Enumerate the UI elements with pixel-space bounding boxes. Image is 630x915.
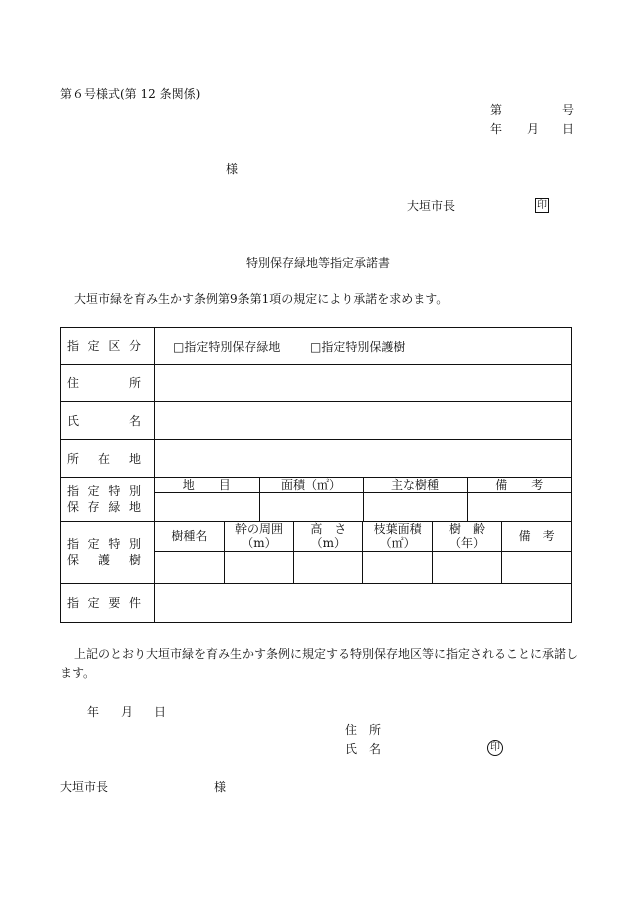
tree-header-height: 高 さ （m）: [294, 522, 363, 552]
issuer-title: 大垣市長: [407, 199, 456, 213]
requirements-field[interactable]: [155, 583, 572, 622]
row-address: [61, 365, 572, 402]
tree-header-age: 樹 齢 （年）: [432, 522, 501, 552]
greenspace-notes-cell[interactable]: [467, 493, 571, 521]
requirements-label: 指定要件: [67, 595, 141, 610]
greenspace-header-land: 地 目: [155, 478, 259, 493]
date-year: 年: [490, 122, 503, 136]
consent-date-month: 月: [121, 705, 134, 719]
doc-number-suffix: 号: [562, 103, 575, 117]
tree-header-species: 樹種名: [155, 522, 224, 552]
greenspace-header-species: 主な樹種: [363, 478, 467, 493]
greenspace-land-cell[interactable]: [155, 493, 259, 521]
address-label: 住所: [67, 376, 141, 390]
name-label: 氏名: [67, 413, 141, 428]
checkbox-greenspace[interactable]: □: [173, 339, 185, 354]
greenspace-subtable: [155, 478, 571, 521]
row-name: [61, 402, 572, 440]
form-number: 第６号様式(第 12 条関係): [60, 87, 201, 101]
greenspace-header-area: 面積（㎡）: [259, 478, 363, 493]
address-field[interactable]: [155, 365, 572, 402]
row-location: [61, 440, 572, 478]
name-field[interactable]: [155, 402, 572, 440]
tree-age-cell[interactable]: [432, 552, 501, 583]
tree-canopy-cell[interactable]: [363, 552, 432, 583]
tree-height-cell[interactable]: [294, 552, 363, 583]
consent-text-line1: 上記のとおり大垣市緑を育み生かす条例に規定する特別保存地区等に指定されることに承諾し: [74, 647, 579, 661]
greenspace-header-notes: 備 考: [467, 478, 571, 493]
designation-label: 指定区分: [67, 339, 141, 353]
consent-date-day: 日: [154, 705, 167, 719]
greenspace-species-cell[interactable]: [363, 493, 467, 521]
tree-girth-cell[interactable]: [224, 552, 293, 583]
row-tree: [61, 521, 572, 583]
addressee-honorific: 様: [226, 162, 239, 176]
greenspace-area-cell[interactable]: [259, 493, 363, 521]
date-month: 月: [527, 122, 540, 136]
row-requirements: [61, 583, 572, 622]
application-form-table: [60, 327, 572, 623]
applicant-address-label: 住 所: [345, 723, 382, 737]
tree-notes-cell[interactable]: [502, 552, 571, 583]
tree-header-notes: 備 考: [502, 522, 571, 552]
tree-header-girth: 幹の周囲 （m）: [224, 522, 293, 552]
option-tree-label: 指定特別保護樹: [321, 339, 406, 354]
row-greenspace: [61, 478, 572, 522]
doc-number-prefix: 第: [490, 103, 503, 117]
location-label: 所在地: [67, 451, 141, 466]
footer-honorific: 様: [214, 780, 227, 794]
consent-text-line2: ます。: [60, 666, 96, 680]
tree-subtable: [155, 522, 571, 583]
tree-header-canopy: 枝葉面積 （㎡）: [363, 522, 432, 552]
checkbox-tree[interactable]: □: [310, 339, 322, 354]
option-greenspace-label: 指定特別保存緑地: [184, 339, 281, 354]
tree-label-line1: 指定特別: [67, 537, 141, 551]
footer-mayor: 大垣市長: [60, 780, 109, 794]
applicant-name-label: 氏 名: [345, 742, 382, 756]
tree-species-cell[interactable]: [155, 552, 224, 583]
greenspace-label-line1: 指定特別: [67, 484, 141, 499]
location-field[interactable]: [155, 440, 572, 478]
applicant-seal: 印: [487, 740, 503, 756]
date-day: 日: [562, 122, 575, 136]
document-intro: 大垣市緑を育み生かす条例第9条第1項の規定により承諾を求めます。: [74, 292, 449, 306]
row-designation: [61, 328, 572, 365]
seal-stamp: 印: [537, 200, 547, 211]
tree-label-line2: 保護樹: [67, 553, 141, 567]
document-title: 特別保存緑地等指定承諾書: [246, 256, 391, 270]
greenspace-label-line2: 保存緑地: [67, 500, 141, 515]
consent-date-year: 年: [87, 705, 100, 719]
